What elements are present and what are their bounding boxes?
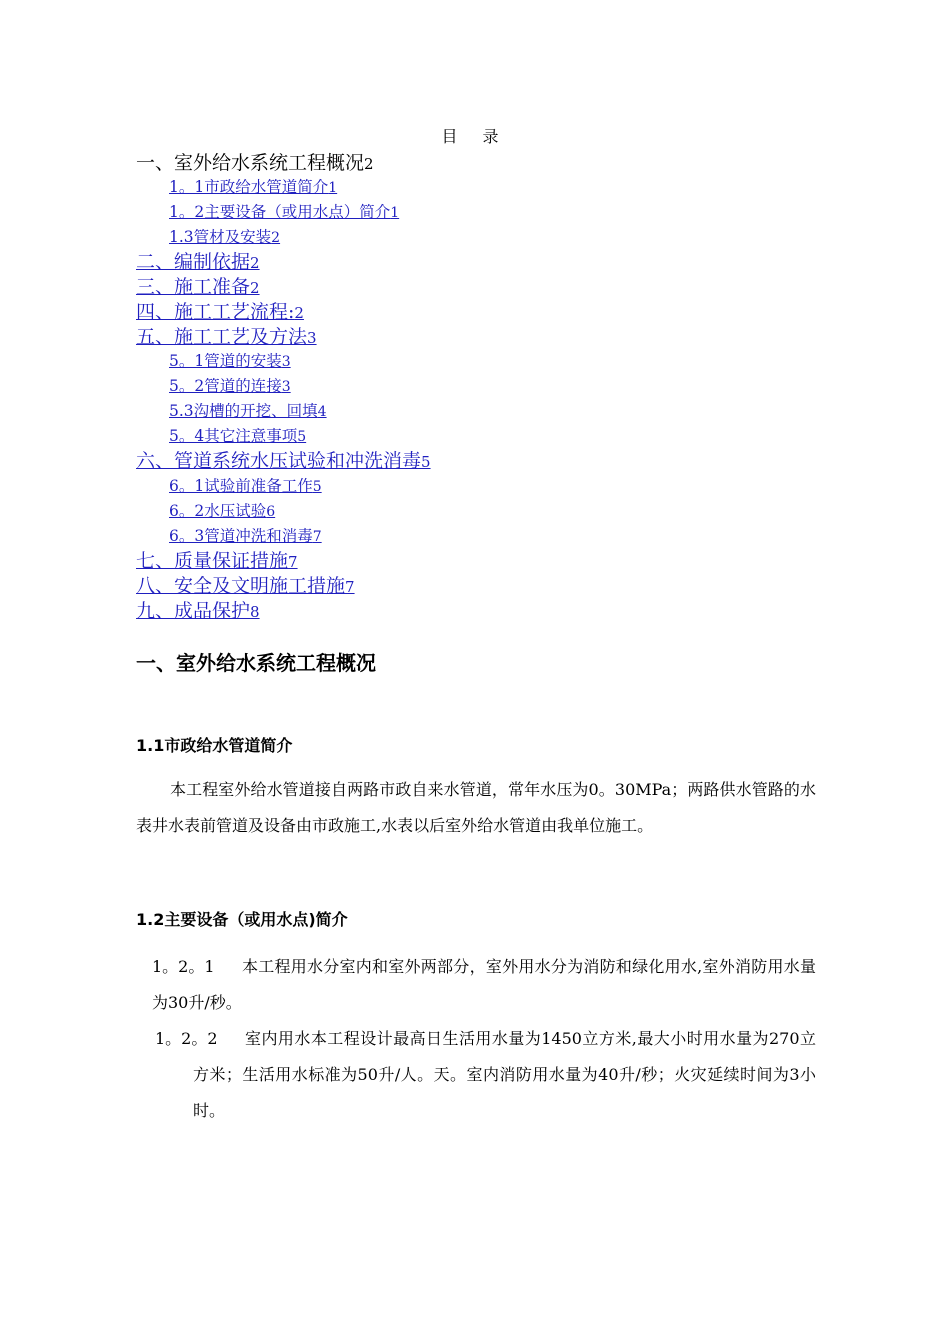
toc-entry[interactable] [136, 250, 260, 275]
list-item-number: 1。2。1 [152, 957, 215, 976]
subsection-heading: 1.2主要设备（或用水点)简介 [136, 910, 348, 929]
toc-entry-label: 二、编制依据 [136, 251, 251, 273]
toc-entry-page-number: 2 [364, 155, 374, 173]
toc-entry[interactable] [169, 225, 280, 250]
toc-entry-label: 6。3管道冲洗和消毒 [169, 527, 313, 545]
toc-entry[interactable] [136, 549, 298, 574]
toc-entry-label: 5。4其它注意事项 [169, 427, 298, 445]
toc-entry[interactable] [136, 574, 355, 599]
toc-entry-page-number: 2 [271, 230, 281, 246]
toc-entry-page-number: 5 [421, 453, 431, 471]
toc-entry-page-number: 5 [297, 429, 307, 445]
toc-entry[interactable] [136, 325, 317, 350]
toc-entry [136, 151, 374, 176]
toc-entry-label: 八、安全及文明施工措施 [136, 575, 346, 597]
toc-entry-page-number: 2 [294, 304, 304, 322]
list-item-text: 本工程用水分室内和室外两部分，室外用水分为消防和绿化用水,室外消防用水量为30升/秒。 [152, 957, 816, 1012]
toc-entry-page-number: 3 [281, 379, 291, 395]
toc-entry-label: 6。2水压试验 [169, 502, 267, 520]
toc-title: 目 录 [441, 127, 509, 146]
toc-entry[interactable] [136, 449, 431, 474]
toc-entry-page-number: 5 [312, 479, 322, 495]
toc-entry[interactable] [136, 599, 260, 624]
toc-entry[interactable] [169, 175, 337, 200]
toc-entry[interactable] [169, 374, 291, 399]
toc-entry[interactable] [169, 474, 322, 499]
toc-entry[interactable] [169, 349, 291, 374]
toc-entry-page-number: 8 [250, 603, 260, 621]
toc-entry-page-number: 7 [345, 578, 355, 596]
toc-entry[interactable] [169, 524, 322, 549]
toc-entry-label: 5。1管道的安装 [169, 352, 282, 370]
toc-entry[interactable] [169, 424, 306, 449]
toc-entry-label: 1。1市政给水管道简介 [169, 178, 329, 196]
toc-entry-label: 四、施工工艺流程: [136, 301, 295, 323]
toc-entry-page-number: 3 [307, 329, 317, 347]
toc-entry-page-number: 3 [281, 354, 291, 370]
toc-entry-page-number: 2 [250, 254, 260, 272]
toc-entry-page-number: 4 [317, 404, 327, 420]
toc-entry-page-number: 7 [288, 553, 298, 571]
toc-entry-label: 1。2主要设备（或用水点）简介 [169, 203, 391, 221]
toc-entry-label: 六、管道系统水压试验和冲洗消毒 [136, 450, 422, 472]
toc-entry-page-number: 1 [390, 205, 400, 221]
toc-entry-label: 七、质量保证措施 [136, 550, 289, 572]
toc-entry-page-number: 6 [266, 504, 276, 520]
section-heading: 一、室外给水系统工程概况 [136, 651, 376, 675]
subsection-heading: 1.1市政给水管道简介 [136, 736, 293, 755]
paragraph: 本工程室外给水管道接自两路市政自来水管道，常年水压为0。30MPa；两路供水管路的水表井水表前管道及设备由市政施工,水表以后室外给水管道由我单位施工。 [136, 780, 816, 835]
toc-entry-label: 九、成品保护 [136, 600, 251, 622]
toc-entry[interactable] [136, 300, 304, 325]
toc-entry-page-number: 1 [328, 180, 338, 196]
toc-entry-label: 1.3管材及安装 [169, 228, 272, 246]
toc-entry-label: 一、室外给水系统工程概况 [136, 152, 365, 174]
toc-entry[interactable] [169, 499, 275, 524]
toc-entry[interactable] [169, 399, 327, 424]
list-item-text: 室内用水本工程设计最高日生活用水量为1450立方米,最大小时用水量为270立方米；生活用水标准为50升/人。天。室内消防用水量为40升/秒；火灾延续时间为3小时。 [193, 1029, 816, 1120]
list-item-number: 1。2。2 [155, 1029, 218, 1048]
list-item [155, 1021, 816, 1129]
toc-entry[interactable] [169, 200, 399, 225]
toc-entry-label: 6。1试验前准备工作 [169, 477, 313, 495]
toc-entry-label: 五、施工工艺及方法 [136, 326, 308, 348]
toc-entry-label: 三、施工准备 [136, 276, 251, 298]
toc-entry-page-number: 7 [312, 529, 322, 545]
toc-entry[interactable] [136, 275, 260, 300]
toc-entry-label: 5。2管道的连接 [169, 377, 282, 395]
list-item [152, 949, 816, 1021]
toc-entry-page-number: 2 [250, 279, 260, 297]
toc-entry-label: 5.3沟槽的开挖、回填 [169, 402, 318, 420]
